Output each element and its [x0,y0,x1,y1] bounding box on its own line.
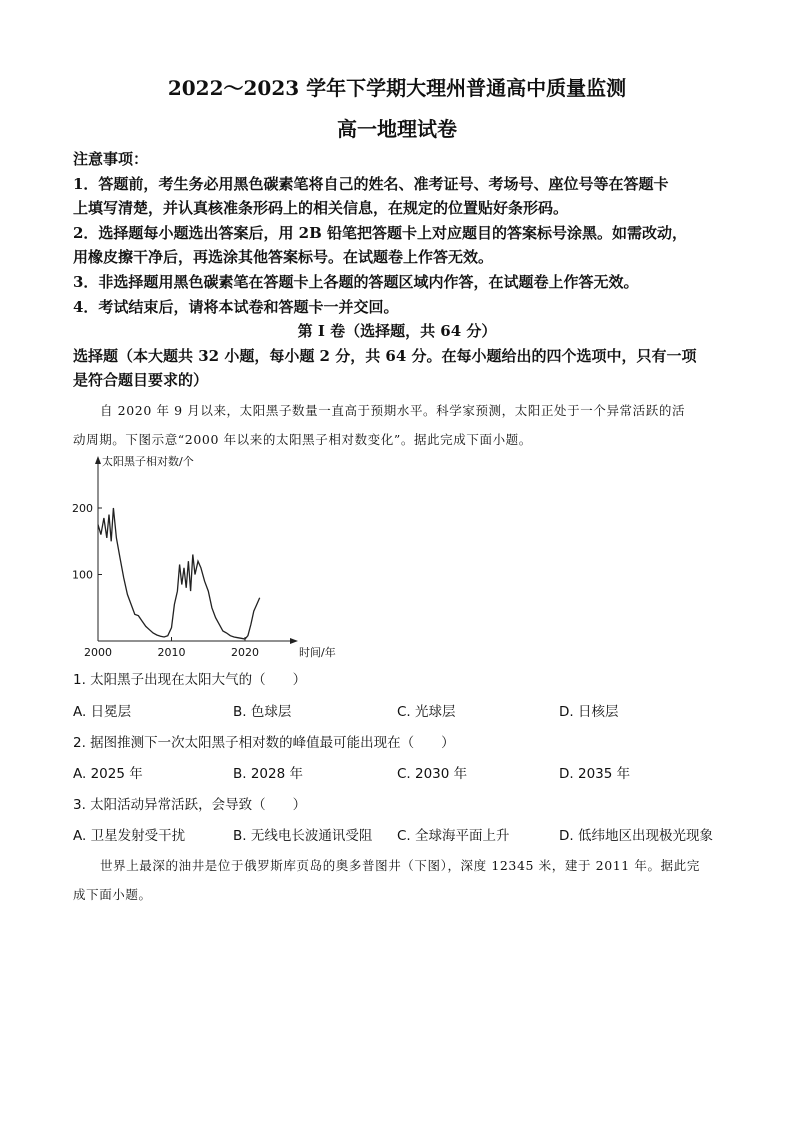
y-axis-arrow [95,456,101,464]
option-c[interactable]: C. 2030 年 [397,766,468,782]
x-axis-arrow [290,638,298,644]
sunspot-series-line [98,508,260,639]
option-b[interactable]: B. 无线电长波通讯受阻 [233,828,373,844]
option-a[interactable]: A. 卫星发射受干扰 [73,828,186,844]
option-a[interactable]: A. 2025 年 [73,766,143,782]
option-c[interactable]: C. 全球海平面上升 [397,828,510,844]
sunspot-chart [68,450,336,665]
exam-subtitle: 高一地理试卷 [337,117,457,141]
x-tick-label: 2010 [157,646,186,659]
x-tick-label: 2020 [231,646,259,659]
notice-line: 用橡皮擦干净后，再选涂其他答案标号。在试题卷上作答无效。 [73,248,494,266]
question-stem: 1. 太阳黑子出现在太阳大气的（ ） [73,672,307,688]
exam-title: 2022～2023 学年下学期大理州普通高中质量监测 [167,76,627,100]
chart-axes [95,454,336,659]
question-stem: 2. 据图推测下一次太阳黑子相对数的峰值最可能出现在（ ） [73,735,455,751]
y-tick-label: 100 [72,568,93,582]
y-axis-label: 太阳黑子相对数/个 [102,455,194,468]
passage-text: 动周期。下图示意“2000 年以来的太阳黑子相对数变化”。据此完成下面小题。 [73,432,532,447]
y-tick-label: 200 [72,502,93,515]
option-b[interactable]: B. 2028 年 [233,766,303,782]
passage-text: 成下面小题。 [73,887,152,902]
notice-line: 1．答题前，考生务必用黑色碳素笔将自己的姓名、准考证号、考场号、座位号等在答题卡 [73,175,669,193]
passage-text: 世界上最深的油井是位于俄罗斯库页岛的奥多普图井（下图），深度 12345 米，建于 2011 年。据此完 [100,858,700,873]
notice-line: 2．选择题每小题选出答案后，用 2B 铅笔把答题卡上对应题目的答案标号涂黑。如需改动， [73,224,688,242]
option-d[interactable]: D. 日核层 [559,704,619,720]
option-a[interactable]: A. 日冕层 [73,704,132,720]
option-d[interactable]: D. 2035 年 [559,766,631,782]
section-title: 第 I 卷（选择题，共 64 分） [297,322,497,340]
passage-text: 自 2020 年 9 月以来，太阳黑子数量一直高于预期水平。科学家预测，太阳正处于一个异常活跃的活 [100,403,686,418]
section-intro: 是符合题目要求的） [73,371,209,389]
option-d[interactable]: D. 低纬地区出现极光现象 [559,828,713,844]
x-axis-label: 时间/年 [299,646,336,659]
notice-line: 3．非选择题用黑色碳素笔在答题卡上各题的答题区域内作答，在试题卷上作答无效。 [73,273,639,291]
option-c[interactable]: C. 光球层 [397,704,456,720]
section-intro: 选择题（本大题共 32 小题，每小题 2 分，共 64 分。在每小题给出的四个选项中，只有一项 [73,347,697,365]
notice-line: 4．考试结束后，请将本试卷和答题卡一并交回。 [73,298,399,316]
notice-line: 上填写清楚，并认真核准条形码上的相关信息，在规定的位置贴好条形码。 [73,199,569,217]
notice-heading: 注意事项： [73,150,149,168]
question-stem: 3. 太阳活动异常活跃，会导致（ ） [73,797,307,813]
x-tick-label: 2000 [84,646,112,659]
option-b[interactable]: B. 色球层 [233,704,292,720]
